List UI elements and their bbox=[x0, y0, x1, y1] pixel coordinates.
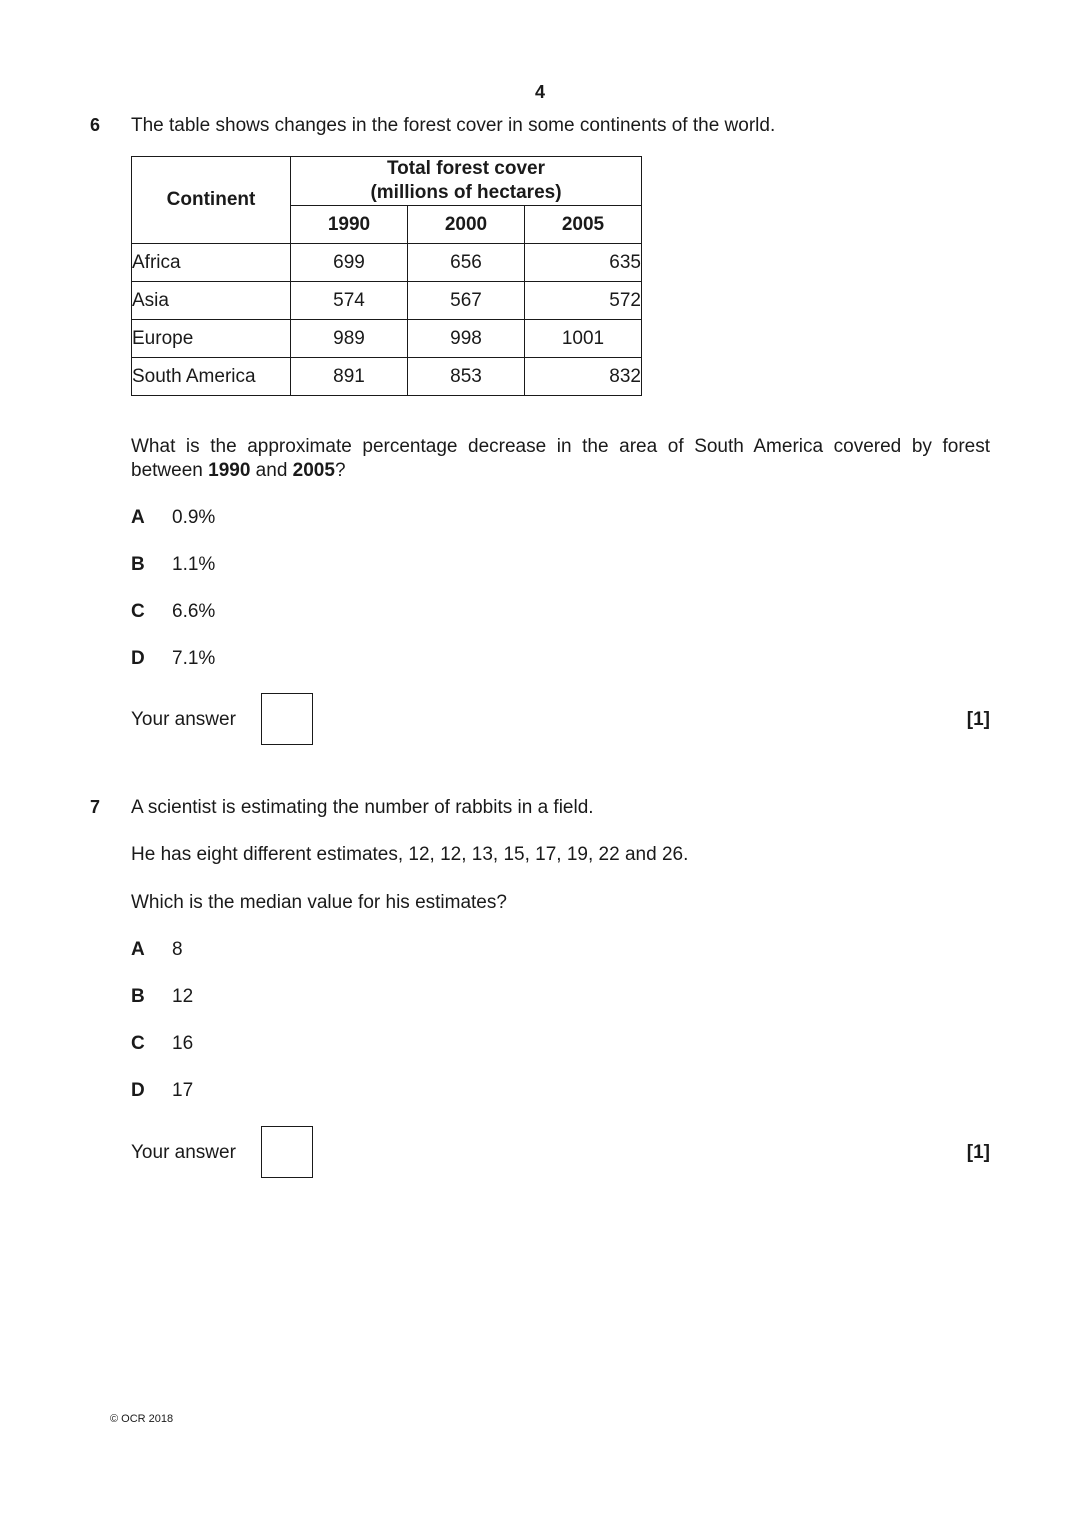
question-6-intro: The table shows changes in the forest cover in some continents of the world. bbox=[131, 115, 776, 136]
row-value: 1001 bbox=[525, 320, 642, 358]
row-value: 567 bbox=[408, 282, 525, 320]
q7-option-b-text: 12 bbox=[172, 986, 194, 1007]
row-continent: Africa bbox=[132, 244, 291, 282]
header-year: 2005 bbox=[525, 206, 642, 244]
row-continent: Asia bbox=[132, 282, 291, 320]
row-value: 656 bbox=[408, 244, 525, 282]
q6-option-a-text: 0.9% bbox=[172, 507, 216, 528]
table-row bbox=[132, 282, 642, 320]
question-6-number: 6 bbox=[90, 115, 101, 135]
question-text-part: ? bbox=[334, 460, 346, 481]
q6-option-b-text: 1.1% bbox=[172, 554, 216, 575]
q7-option-d-letter[interactable]: D bbox=[131, 1080, 145, 1101]
question-6-text bbox=[131, 435, 990, 483]
q7-answer-label: Your answer bbox=[131, 1142, 236, 1163]
q7-option-c-letter[interactable]: C bbox=[131, 1033, 145, 1054]
header-total-unit: (millions of hectares) bbox=[370, 182, 562, 203]
page-number: 4 bbox=[534, 82, 545, 102]
row-value: 699 bbox=[291, 244, 408, 282]
q6-marks: [1] bbox=[966, 709, 990, 730]
q6-answer-label: Your answer bbox=[131, 709, 236, 730]
question-7-line-1: A scientist is estimating the number of rabbits in a field. bbox=[131, 797, 594, 818]
row-continent: Europe bbox=[132, 320, 291, 358]
row-value: 853 bbox=[408, 358, 525, 396]
q6-option-c-text: 6.6% bbox=[172, 601, 216, 622]
copyright-footer: © OCR 2018 bbox=[110, 1413, 174, 1425]
q6-option-c-letter[interactable]: C bbox=[131, 601, 145, 622]
q7-option-a-text: 8 bbox=[172, 939, 183, 960]
row-value: 572 bbox=[525, 282, 642, 320]
q7-option-c-text: 16 bbox=[172, 1033, 194, 1054]
q6-option-b-letter[interactable]: B bbox=[131, 554, 145, 575]
forest-cover-table bbox=[131, 156, 642, 396]
row-value: 989 bbox=[291, 320, 408, 358]
q6-option-d-text: 7.1% bbox=[172, 648, 216, 669]
row-continent: South America bbox=[132, 358, 291, 396]
q6-option-d-letter[interactable]: D bbox=[131, 648, 145, 669]
header-year: 1990 bbox=[291, 206, 408, 244]
q7-option-a-letter[interactable]: A bbox=[131, 939, 145, 960]
table-row bbox=[132, 244, 642, 282]
header-continent: Continent bbox=[132, 157, 291, 244]
q7-answer-box[interactable] bbox=[261, 1126, 313, 1178]
table-row bbox=[132, 358, 642, 396]
header-total-title: Total forest cover bbox=[386, 158, 546, 179]
row-value: 832 bbox=[525, 358, 642, 396]
row-value: 998 bbox=[408, 320, 525, 358]
q6-option-a-letter[interactable]: A bbox=[131, 507, 145, 528]
question-year-1990: 1990 bbox=[208, 460, 251, 481]
q7-marks: [1] bbox=[966, 1142, 990, 1163]
question-7-line-3: Which is the median value for his estimates? bbox=[131, 892, 507, 913]
question-7-line-2: He has eight different estimates, 12, 12, 13, 15, 17, 19, 22 and 26. bbox=[131, 844, 689, 865]
question-7-number: 7 bbox=[90, 797, 101, 817]
question-text-part: and bbox=[250, 460, 293, 481]
row-value: 574 bbox=[291, 282, 408, 320]
row-value: 635 bbox=[525, 244, 642, 282]
q6-answer-box[interactable] bbox=[261, 693, 313, 745]
question-year-2005: 2005 bbox=[292, 460, 335, 481]
row-value: 891 bbox=[291, 358, 408, 396]
q7-option-d-text: 17 bbox=[172, 1080, 194, 1101]
header-total-forest-cover bbox=[291, 157, 642, 206]
q7-option-b-letter[interactable]: B bbox=[131, 986, 145, 1007]
header-year: 2000 bbox=[408, 206, 525, 244]
table-row bbox=[132, 320, 642, 358]
question-text-part: What is the approximate percentage decrease in the area of South America covered by forest between bbox=[131, 436, 990, 481]
